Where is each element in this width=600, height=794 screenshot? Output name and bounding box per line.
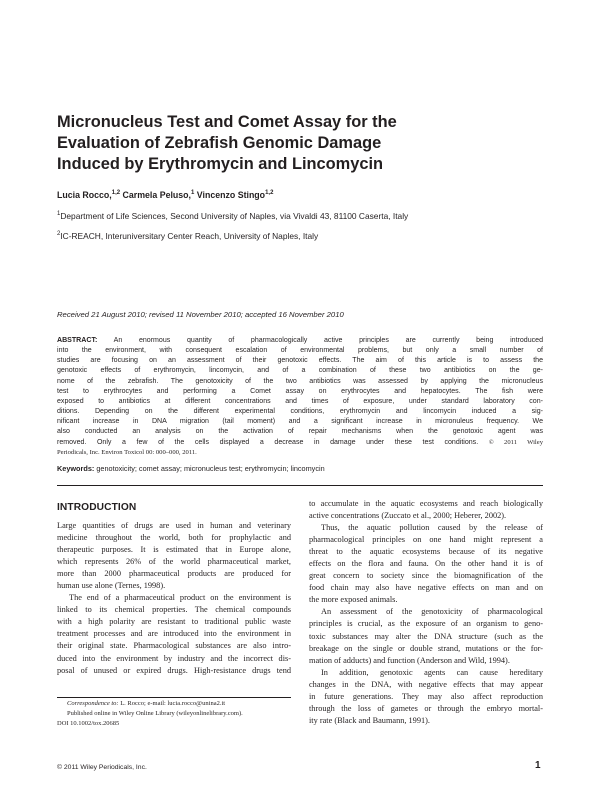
body-text-line: principles is crucial, as the exposure of an organism to geno- (309, 619, 543, 629)
submission-dates: Received 21 August 2010; revised 11 November 2010; accepted 16 November 2010 (57, 310, 344, 319)
body-text-line: with a high polarity are resistant to traditional public waste (57, 617, 291, 627)
body-text-line: active concentrations (Zuccato et al., 2000; Heberer, 2002). (309, 511, 507, 521)
body-text-line: Thus, the aquatic pollution caused by the release of (321, 523, 543, 533)
title-line: Micronucleus Test and Comet Assay for the (57, 113, 397, 131)
author-affiliation-mark: 1,2 (265, 190, 274, 196)
footnotes (57, 699, 291, 729)
body-text-line: in future generations. They may also affect reproduction (309, 691, 543, 701)
body-text-line: therapeutic purposes. It is estimated that in Europe alone, (57, 545, 291, 555)
keywords (57, 464, 325, 473)
body-text-line: the more exposed animals. (309, 595, 398, 605)
body-text-line: Large quantities of drugs are used in human and veterinary (57, 521, 291, 530)
affiliation-mark: 2 (57, 231, 61, 237)
abstract-copyright: © 2011 Wiley (488, 438, 543, 446)
section-divider (57, 485, 543, 486)
body-text-line: human use alone (Ternes, 1998). (57, 581, 166, 591)
doi-line: DOI 10.1002/tox.20685 (57, 720, 120, 727)
affiliation (57, 231, 318, 241)
abstract-line: ditions. Depending on the different experimental conditions, erythromycin and lincomycin induced a sig- (57, 408, 543, 416)
section-heading-introduction: INTRODUCTION (57, 502, 137, 513)
author-affiliation-mark: 1 (191, 190, 195, 196)
keywords-label: Keywords: (57, 464, 95, 473)
title-line: Induced by Erythromycin and Lincomycin (57, 155, 384, 173)
body-text-line: through the loss of gametes or through the embryo mortal- (309, 703, 543, 713)
affiliation (57, 211, 408, 221)
abstract (57, 336, 543, 458)
affiliation-mark: 1 (57, 211, 61, 217)
affiliation-text: Department of Life Sciences, Second University of Naples, via Vivaldi 43, 81100 Caserta, Italy (60, 211, 409, 221)
title-line: Evaluation of Zebrafish Genomic Damage (57, 134, 382, 152)
abstract-line (57, 336, 543, 346)
published-line: Published online in Wiley Online Library (wileyonlinelibrary.com). (67, 710, 243, 717)
correspondence-line (57, 699, 291, 709)
body-text-line: their original state. Pharmacological substances are also intro- (57, 641, 291, 651)
body-text-line: which represents 26% of the world pharmaceutical market, (57, 557, 291, 567)
body-text-line: pharmacological principles on one hand might represent a (309, 535, 543, 545)
abstract-line: nificant increase in DNA migration (tail moment) and a significant increase in micronuleus frequency. We (57, 418, 543, 426)
abstract-citation: Periodicals, Inc. Environ Toxicol 00: 000–000, 2011. (57, 448, 197, 456)
keywords-text: genotoxicity; comet assay; micronucleus test; erythromycin; lincomycin (96, 464, 325, 473)
abstract-text: removed. Only a few of the cells displayed a decrease in damage under these test conditions. (57, 438, 479, 446)
abstract-line (57, 438, 543, 448)
author-list (57, 190, 273, 200)
body-text-line: effects on the flora and fauna. On the other hand it is of (309, 559, 543, 569)
abstract-line: test to erythrocytes and performing a Comet assay on erythrocytes and hepatocytes. The fish were (57, 387, 543, 395)
correspondence-text: L. Rocco; e-mail: lucia.rocco@unina2.it (120, 700, 226, 707)
body-column-right (309, 498, 543, 727)
body-text-line: changes in the DNA, with negative effects that may appear (309, 679, 543, 689)
abstract-text: An enormous quantity of pharmacologically active principles are currently being introduced (113, 337, 543, 344)
body-text-line: linked to its chemical properties. The chemical compounds (57, 605, 291, 615)
affiliation-text: IC-REACH, Interuniversitary Center Reach, University of Naples, Italy (60, 231, 319, 241)
author-affiliation-mark: 1,2 (111, 190, 121, 196)
body-text-line: food chain may also have negative effects on man and on (309, 583, 543, 593)
footnote-divider (57, 697, 291, 698)
body-text-line: toxic substances may alter the DNA structure (such as the (309, 631, 543, 641)
body-column-left (57, 520, 291, 677)
body-text-line: threat to the aquatic ecosystems because of its negative (309, 547, 543, 557)
body-text-line: mation of adducts) and function (Anderson and Wild, 1994). (309, 655, 510, 665)
author-name: Vincenzo Stingo (196, 190, 266, 200)
body-text-line: more than 2000 pharmaceutical products are produced for (57, 569, 291, 579)
correspondence-label: Correspondence to: (67, 700, 119, 707)
body-text-line: to accumulate in the aquatic ecosystems and reach biologically (309, 499, 543, 508)
author-name: Lucia Rocco, (57, 190, 112, 200)
body-text-line: duced into the environment by industry and the incorrect dis- (57, 653, 291, 663)
body-text-line: In addition, genotoxic agents can cause hereditary (321, 667, 543, 677)
abstract-line: also conducted an analysis on the activation of repair mechanisms when the genotoxic agent was (57, 428, 543, 436)
abstract-line: studies are focusing on an assessment of their genotoxic effects. The aim of this article is to assess the (57, 357, 543, 365)
copyright-notice: © 2011 Wiley Periodicals, Inc. (57, 764, 147, 771)
body-text-line: An assessment of the genotoxicity of pharmacological (321, 607, 543, 617)
abstract-label: ABSTRACT: (57, 337, 98, 344)
body-text-line: breakage on the single or double strand, mutations or the for- (309, 643, 543, 653)
body-text-line: treatment processes and are introduced into the environment in (57, 629, 291, 639)
body-text-line: medicine throughout the world, both for prophylactic and (57, 533, 291, 543)
body-text-line: ity rate (Black and Baumann, 1991). (309, 715, 430, 725)
author-name: Carmela Peluso, (122, 190, 191, 200)
body-text-line: great concern to society since the biomagnification of the (309, 571, 543, 581)
abstract-line: genotoxic effects of erythromycin, lincomycin, and of a combination of these two antibiotics on the ge- (57, 367, 543, 375)
abstract-line: into the environment, with consequent escalation of environmental problems, but only a small number of (57, 347, 543, 355)
article-title (57, 112, 477, 175)
abstract-line: nome of the zebrafish. The genotoxicity of the two antibiotics was assessed by applying the micronucleus (57, 377, 543, 385)
body-text-line: posal of unused or expired drugs. High-resistance drugs tend (57, 665, 291, 675)
abstract-line: exposed to antibiotics at different concentrations and times of exposure, under standard laboratory con- (57, 397, 543, 405)
body-text-line: The end of a pharmaceutical product on the environment is (69, 593, 291, 603)
page-number: 1 (535, 760, 541, 771)
